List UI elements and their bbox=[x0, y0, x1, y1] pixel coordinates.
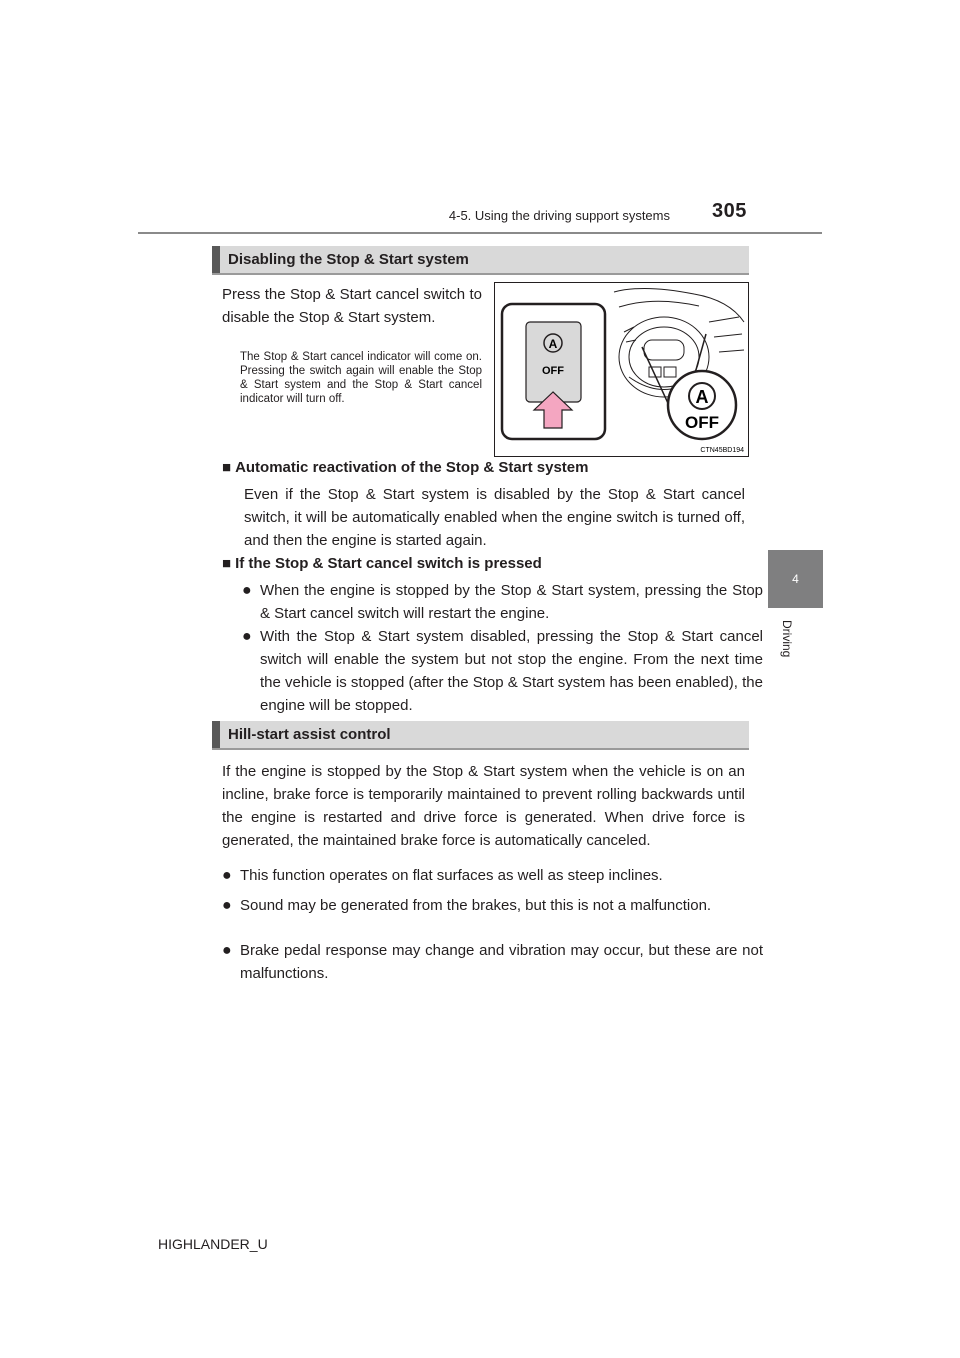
subheading-switch-pressed: ■ If the Stop & Start cancel switch is pressed bbox=[222, 555, 542, 572]
list-item: ● With the Stop & Start system disabled, pressing the Stop & Start cancel switch will enable the system but not stop the engine. From the next time the vehicle is stopped (after the Stop & Start system has been enabled), the engine will be stopped. bbox=[242, 625, 763, 717]
hill-start-text: If the engine is stopped by the Stop & Start system when the vehicle is on an incline, brake force is temporarily maintained to prevent rolling backwards until the engine is restarted and drive force is generated. When drive force is generated, the maintained brake force is automatically canceled. bbox=[222, 763, 745, 849]
list-item: ● Sound may be generated from the brakes, but this is not a malfunction. bbox=[222, 894, 763, 917]
list-item: ● Brake pedal response may change and vibration may occur, but these are not malfunctions. bbox=[222, 939, 763, 985]
footer-model: HIGHLANDER_U bbox=[158, 1236, 268, 1252]
callout-off-label: OFF bbox=[685, 413, 719, 432]
indicator-note: The Stop & Start cancel indicator will come on. Pressing the switch again will enable the Stop & Start system and the Stop & Start cancel indicator will turn off. bbox=[240, 351, 482, 405]
bullet-icon: ● bbox=[242, 582, 252, 599]
auto-reactivation-text: Even if the Stop & Start system is disabled by the Stop & Start cancel switch, it will be automatically enabled when the engine switch is turned off, and then the engine is started again. bbox=[244, 486, 745, 549]
switch-letter: A bbox=[548, 337, 558, 351]
header-divider bbox=[138, 232, 822, 234]
section-heading-disabling: Disabling the Stop & Start system bbox=[212, 246, 749, 273]
intro-text: Press the Stop & Start cancel switch to disable the Stop & Start system. bbox=[222, 286, 482, 326]
chapter-label: Driving bbox=[780, 620, 794, 658]
page-number: 305 bbox=[712, 200, 747, 222]
header-section-title: 4-5. Using the driving support systems bbox=[448, 208, 670, 223]
list-item: ● When the engine is stopped by the Stop & Start system, pressing the Stop & Start cancel switch will restart the engine. bbox=[242, 579, 763, 625]
bullet-icon: ● bbox=[222, 897, 232, 914]
figure-code: CTN45BD194 bbox=[700, 447, 744, 454]
switch-off-label: OFF bbox=[542, 365, 564, 377]
chapter-tab: 4 bbox=[768, 550, 823, 608]
switch-illustration bbox=[494, 282, 749, 457]
section-heading-hill-start: Hill-start assist control bbox=[212, 721, 749, 748]
section-heading-rule bbox=[212, 748, 749, 750]
stop-start-switch-figure bbox=[494, 282, 749, 457]
bullet-icon: ● bbox=[222, 942, 232, 959]
square-marker-icon: ■ bbox=[222, 555, 232, 572]
section-heading-rule bbox=[212, 273, 749, 275]
square-marker-icon: ■ bbox=[222, 459, 232, 476]
bullet-icon: ● bbox=[242, 628, 252, 645]
bullet-icon: ● bbox=[222, 867, 232, 884]
list-item: ● This function operates on flat surfaces as well as steep inclines. bbox=[222, 864, 763, 887]
callout-letter: A bbox=[695, 387, 709, 407]
subheading-auto-reactivation: ■ Automatic reactivation of the Stop & Start system bbox=[222, 459, 589, 476]
